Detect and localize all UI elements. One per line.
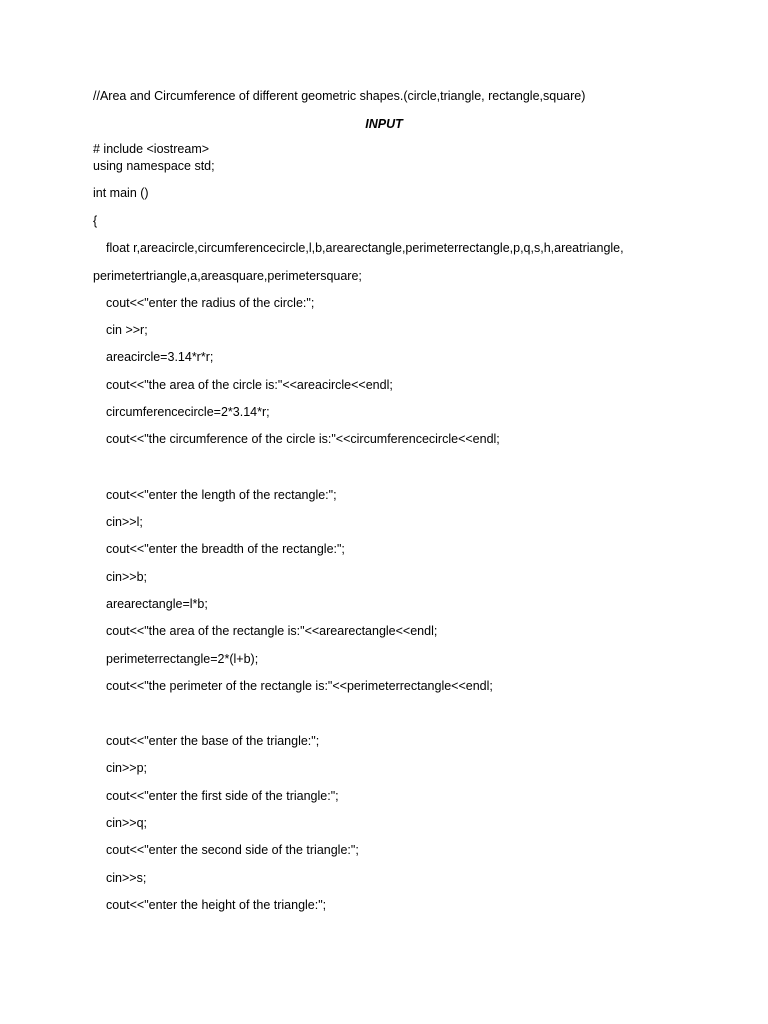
code-line: cout<<"the circumference of the circle is:"<<circumferencecircle<<endl; <box>106 432 500 446</box>
code-line: arearectangle=l*b; <box>106 597 208 611</box>
code-line: cout<<"the perimeter of the rectangle is:"<<perimeterrectangle<<endl; <box>106 679 493 693</box>
code-line: circumferencecircle=2*3.14*r; <box>106 405 270 419</box>
include-line: # include <iostream> <box>93 142 210 156</box>
header-comment: //Area and Circumference of different geometric shapes.(circle,triangle, rectangle,square) <box>93 89 586 103</box>
code-line: areacircle=3.14*r*r; <box>106 350 214 364</box>
code-line: cout<<"the area of the circle is:"<<areacircle<<endl; <box>106 378 393 392</box>
code-line: cout<<"enter the height of the triangle:"; <box>106 898 327 912</box>
code-line: cout<<"enter the radius of the circle:"; <box>106 296 315 310</box>
code-line: cin>>s; <box>106 871 147 885</box>
code-line: cout<<"the area of the rectangle is:"<<arearectangle<<endl; <box>106 624 438 638</box>
code-line: cout<<"enter the breadth of the rectangle:"; <box>106 542 345 556</box>
open-brace-line: { <box>93 214 98 228</box>
code-line: cin >>r; <box>106 323 148 337</box>
code-line: cin>>q; <box>106 816 148 830</box>
code-line: cout<<"enter the length of the rectangle:"; <box>106 488 337 502</box>
code-line: cout<<"enter the base of the triangle:"; <box>106 734 320 748</box>
code-line: cout<<"enter the second side of the triangle:"; <box>106 843 359 857</box>
code-line: cin>>l; <box>106 515 143 529</box>
namespace-line: using namespace std; <box>93 159 215 173</box>
section-heading: INPUT <box>365 117 403 131</box>
main-signature-line: int main () <box>93 186 149 200</box>
code-line: cin>>p; <box>106 761 148 775</box>
code-line: perimeterrectangle=2*(l+b); <box>106 652 259 666</box>
code-line: cin>>b; <box>106 570 148 584</box>
declaration-line-1: float r,areacircle,circumferencecircle,l,b,arearectangle,perimeterrectangle,p,q,s,h,areatriangle, <box>106 241 624 255</box>
code-line: cout<<"enter the first side of the triangle:"; <box>106 789 339 803</box>
declaration-line-2: perimetertriangle,a,areasquare,perimetersquare; <box>93 269 362 283</box>
